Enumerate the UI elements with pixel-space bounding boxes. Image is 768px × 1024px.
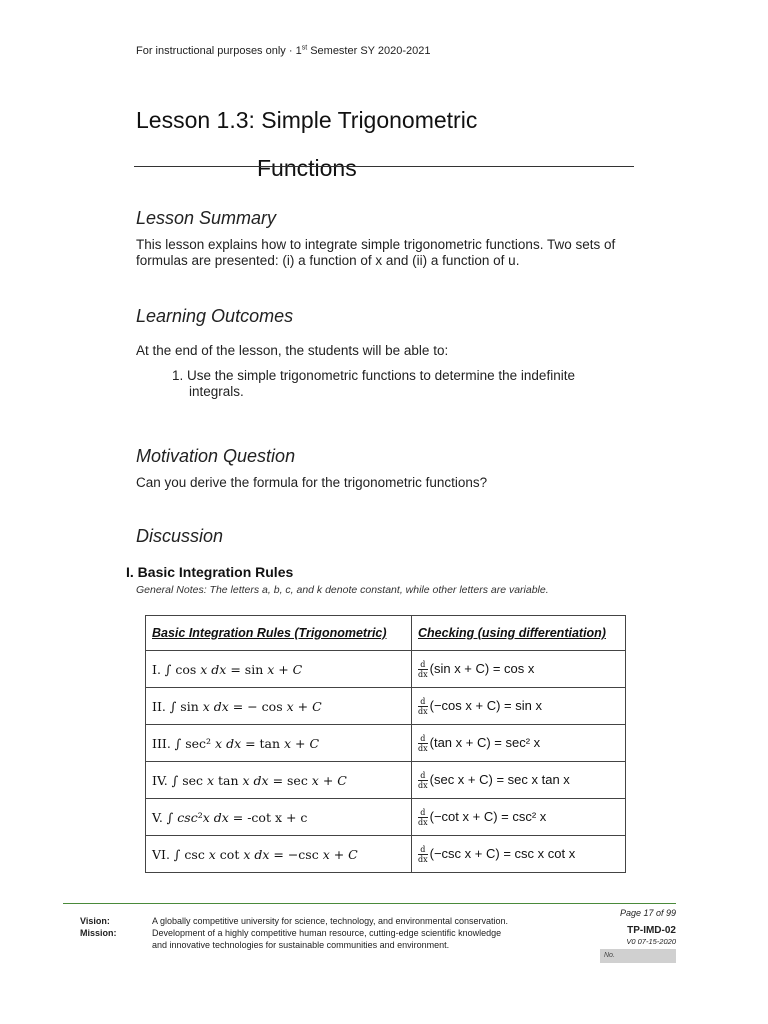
- rule-cell: IV. ∫ sec 𝑥 tan 𝑥 𝑑𝑥 = sec 𝑥 + 𝐶: [146, 762, 412, 799]
- general-notes: General Notes: The letters a, b, c, and k denote constant, while other letters are variable.: [136, 584, 549, 596]
- vision-text: A globally competitive university for science, technology, and environmental conservation.: [152, 916, 509, 926]
- table-row: [146, 688, 626, 725]
- document-code: TP-IMD-02: [627, 925, 676, 936]
- rule-cell: V. ∫ 𝑐𝑠𝑐²𝑥 𝑑𝑥 = -cot x + c: [146, 799, 412, 836]
- mission-label: Mission:: [80, 928, 117, 938]
- motivation-question-text: Can you derive the formula for the trigonometric functions?: [136, 475, 488, 490]
- check-cell: $\frac{d}{dx}$ (tan x + C) = sec² x: [412, 725, 626, 762]
- table-header-row: [146, 616, 626, 651]
- table-row: [146, 836, 626, 873]
- page-number: Page 17 of 99: [619, 908, 676, 918]
- document-version: V0 07-15-2020: [626, 937, 676, 946]
- footer-divider: [63, 903, 676, 904]
- lesson-title-line1: Lesson 1.3: Simple Trigonometric: [136, 107, 478, 133]
- learning-outcomes-heading: Learning Outcomes: [136, 306, 294, 326]
- page-header: For instructional purposes only · 1st Semester SY 2020-2021: [136, 44, 431, 57]
- learning-outcomes-intro: At the end of the lesson, the students will be able to:: [136, 343, 449, 358]
- section-title: I. Basic Integration Rules: [126, 564, 294, 580]
- derivative-operator: $\frac{d}{dx}$: [418, 733, 428, 753]
- motivation-question-heading: Motivation Question: [136, 446, 296, 466]
- rule-cell: I. ∫ cos 𝑥 𝑑𝑥 = sin 𝑥 + 𝐶: [146, 651, 412, 688]
- integration-rules-table: [145, 615, 626, 873]
- title-divider: [134, 166, 634, 167]
- derivative-operator: $\frac{d}{dx}$: [418, 807, 428, 827]
- mission-text-line1: Development of a highly competitive human resource, cutting-edge scientific knowledge: [152, 928, 502, 938]
- rule-cell: III. ∫ sec² 𝑥 𝑑𝑥 = tan 𝑥 + 𝐶: [146, 725, 412, 762]
- discussion-heading: Discussion: [136, 526, 224, 546]
- lesson-summary-text: This lesson explains how to integrate simple trigonometric functions. Two sets of formulas are presented: (i) a function of x and (ii) a function of u.: [136, 237, 616, 268]
- check-cell: $\frac{d}{dx}$ (−cot x + C) = csc² x: [412, 799, 626, 836]
- check-cell: $\frac{d}{dx}$ (−csc x + C) = csc x cot x: [412, 836, 626, 873]
- table-row: [146, 651, 626, 688]
- rule-cell: II. ∫ sin 𝑥 𝑑𝑥 = − cos 𝑥 + 𝐶: [146, 688, 412, 725]
- check-cell: $\frac{d}{dx}$ (sin x + C) = cos x: [412, 651, 626, 688]
- vision-label: Vision:: [80, 916, 110, 926]
- derivative-operator: $\frac{d}{dx}$: [418, 770, 428, 790]
- learning-outcome-item: 1. Use the simple trigonometric functions to determine the indefinite integrals.: [172, 368, 575, 399]
- table-header-rules: Basic Integration Rules (Trigonometric): [146, 616, 412, 651]
- table-row: [146, 762, 626, 799]
- rule-cell: VI. ∫ csc 𝑥 cot 𝑥 𝑑𝑥 = −csc 𝑥 + 𝐶: [146, 836, 412, 873]
- table-row: [146, 799, 626, 836]
- check-cell: $\frac{d}{dx}$ (sec x + C) = sec x tan x: [412, 762, 626, 799]
- mission-text-line2: and innovative technologies for sustainable communities and environment.: [152, 940, 450, 950]
- table-row: [146, 725, 626, 762]
- lesson-title-line2: Functions: [257, 155, 357, 181]
- table-header-checking: Checking (using differentiation): [412, 616, 626, 651]
- derivative-operator: $\frac{d}{dx}$: [418, 696, 428, 716]
- number-box: No.: [600, 949, 676, 963]
- vision-mission-text: [152, 915, 572, 951]
- derivative-operator: $\frac{d}{dx}$: [418, 844, 428, 864]
- lesson-summary-heading: Lesson Summary: [136, 208, 277, 228]
- check-cell: $\frac{d}{dx}$ (−cos x + C) = sin x: [412, 688, 626, 725]
- lesson-title: [136, 96, 634, 192]
- derivative-operator: $\frac{d}{dx}$: [418, 659, 428, 679]
